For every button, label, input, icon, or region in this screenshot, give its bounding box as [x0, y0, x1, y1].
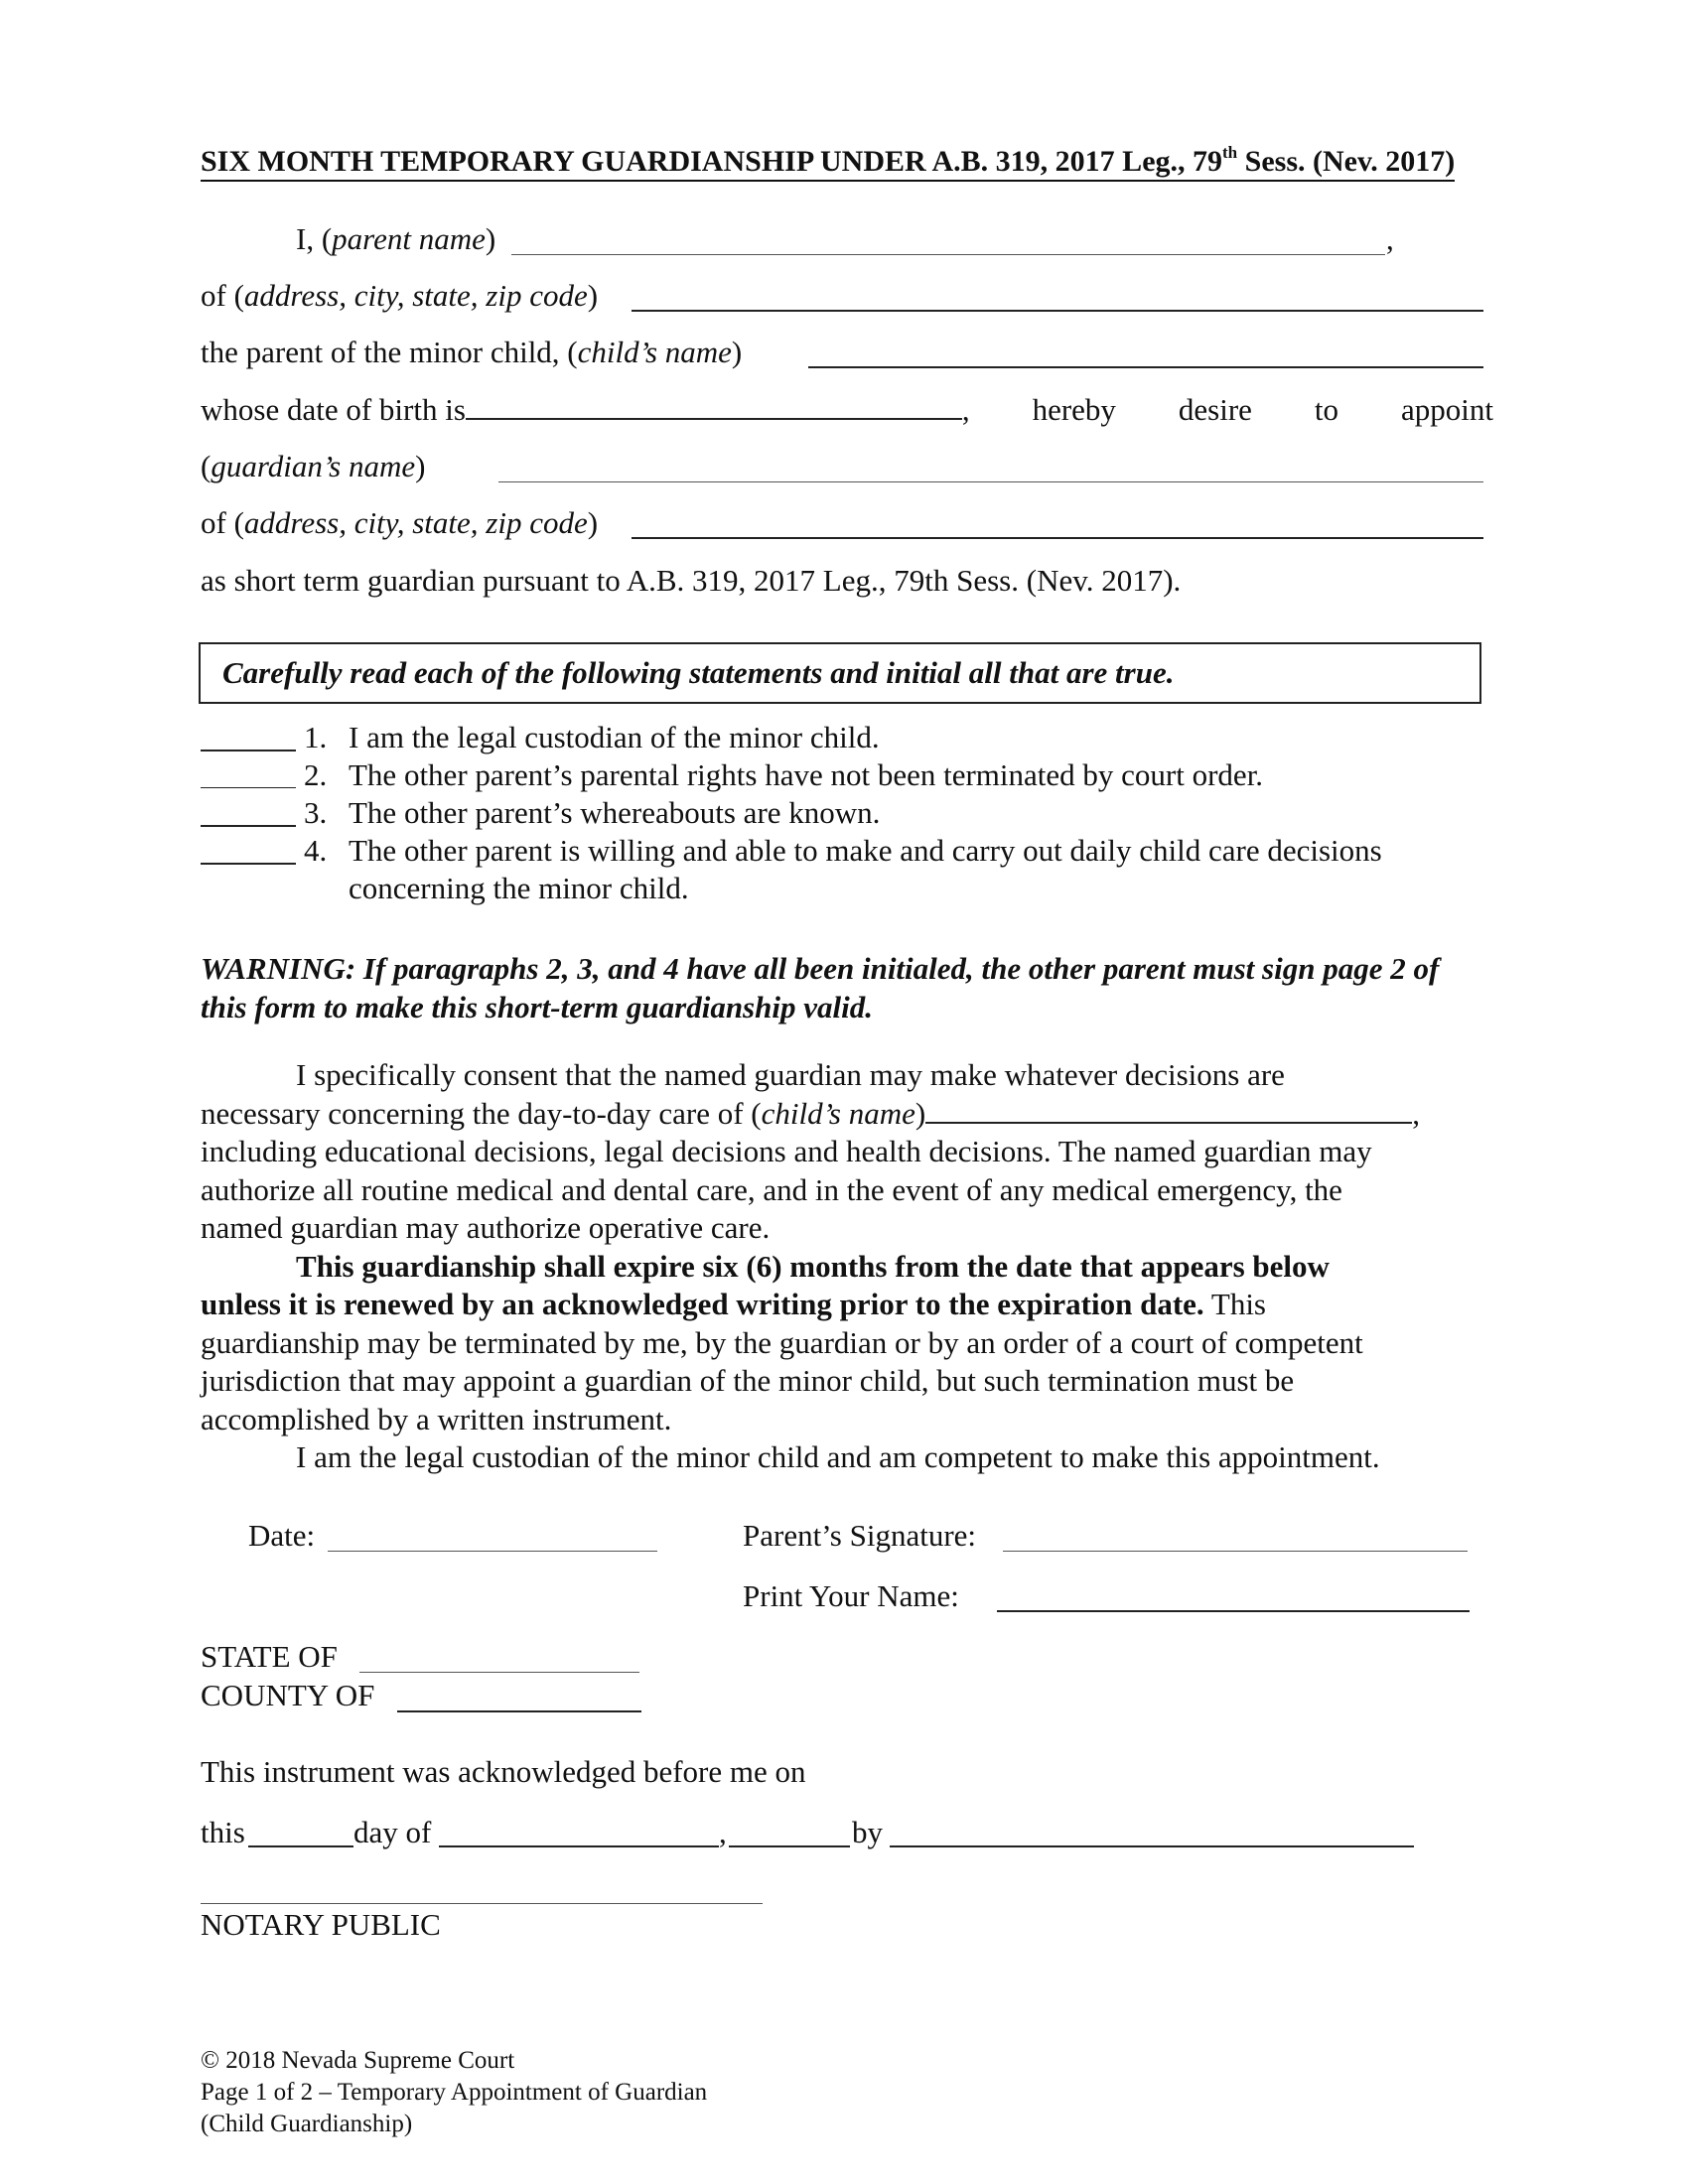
footer-copyright: © 2018 Nevada Supreme Court — [201, 2047, 515, 2074]
parent-address-field[interactable] — [632, 310, 1483, 312]
statement-number: 3. — [304, 795, 328, 830]
by-label: by — [852, 1815, 883, 1849]
statement-text: I am the legal custodian of the minor child. — [349, 720, 880, 754]
month-field[interactable] — [439, 1845, 719, 1847]
parent-signature-field[interactable] — [1003, 1551, 1468, 1552]
parent-address-row: of (address, city, state, zip code) — [201, 278, 599, 313]
warning-text: WARNING: If paragraphs 2, 3, and 4 have all been initialed, the other parent must sign page 2 of this form to make this short-term guardianship valid. — [201, 951, 1440, 1024]
initial-field-2[interactable] — [201, 787, 296, 788]
instructions-text: Carefully read each of the following statements and initial all that are true. — [222, 655, 1175, 690]
day-of-label: day of — [353, 1815, 432, 1849]
state-field[interactable] — [359, 1672, 639, 1673]
day-field[interactable] — [248, 1845, 353, 1847]
date-label: Date: — [248, 1518, 316, 1553]
pursuant-statement: as short term guardian pursuant to A.B. 319, 2017 Leg., 79th Sess. (Nev. 2017). — [201, 563, 1182, 598]
initial-field-3[interactable] — [201, 825, 296, 827]
county-field[interactable] — [397, 1710, 641, 1712]
child-name-field[interactable] — [808, 366, 1483, 368]
comma: , — [1386, 221, 1394, 256]
initial-field-4[interactable] — [201, 863, 296, 865]
document-title: SIX MONTH TEMPORARY GUARDIANSHIP UNDER A.B. 319, 2017 Leg., 79th Sess. (Nev. 2017) — [201, 145, 1455, 182]
state-label: STATE OF — [201, 1639, 338, 1674]
consent-child-name-field[interactable] — [925, 1121, 1412, 1124]
footer-category: (Child Guardianship) — [201, 2111, 413, 2137]
statement-number: 4. — [304, 833, 328, 868]
by-name-field[interactable] — [890, 1845, 1414, 1847]
guardian-name-field[interactable] — [498, 481, 1483, 482]
parent-name-row: I, (parent name) — [296, 221, 496, 256]
guardian-address-row: of (address, city, state, zip code) — [201, 505, 599, 540]
guardian-address-field[interactable] — [632, 537, 1483, 539]
initial-field-1[interactable] — [201, 750, 296, 751]
parent-signature-label: Parent’s Signature: — [743, 1518, 977, 1553]
this-label: this — [201, 1815, 245, 1849]
statement-number: 2. — [304, 757, 328, 792]
statement-text: The other parent is willing and able to make and carry out daily child care decisions — [349, 833, 1382, 868]
date-field[interactable] — [328, 1551, 657, 1552]
print-name-field[interactable] — [997, 1610, 1470, 1612]
statement-text: The other parent’s parental rights have not been terminated by court order. — [349, 757, 1264, 792]
dob-field[interactable] — [466, 417, 962, 420]
child-name-row: the parent of the minor child, (child’s name) — [201, 335, 743, 369]
parent-name-field[interactable] — [511, 254, 1385, 255]
parent-name-label: parent name — [332, 221, 486, 256]
statement-text: The other parent’s whereabouts are known. — [349, 795, 881, 830]
consent-paragraph: I specifically consent that the named guardian may make whatever decisions are necessary concerning the day-to-day care of (child’s name) , including educational decisions, legal decisions and health decisions. The named guardian may authorize all routine medical and dental care, and in the event of any medical emergency, the named guardian may authorize operative care. This guardianship shall expire six (6) months from the date that appears below unless it is renewed by an acknowledged writing prior to the expiration date. This guardianship may be terminated by me, by the guardian or by an order of a court of competent jurisdiction that may appoint a guardian of the minor child, but such termination must be accomplished by a written instrument. I am the legal custodian of the minor child and am competent to make this appointment. — [201, 1057, 1420, 1474]
comma: , — [719, 1815, 727, 1849]
guardian-name-row: (guardian’s name) — [201, 449, 426, 483]
notary-public-label: NOTARY PUBLIC — [201, 1907, 441, 1942]
statement-number: 1. — [304, 720, 328, 754]
dob-row: whose date of birth is , hereby desire to appoint — [201, 392, 1493, 427]
acknowledgment-text: This instrument was acknowledged before me on — [201, 1754, 806, 1789]
county-label: COUNTY OF — [201, 1678, 375, 1712]
print-name-label: Print Your Name: — [743, 1578, 959, 1613]
notary-signature-field[interactable] — [201, 1903, 763, 1904]
instructions-box — [199, 642, 1481, 704]
statement-text-continued: concerning the minor child. — [349, 871, 689, 905]
footer-page-info: Page 1 of 2 – Temporary Appointment of Guardian — [201, 2079, 708, 2106]
year-field[interactable] — [729, 1845, 850, 1847]
